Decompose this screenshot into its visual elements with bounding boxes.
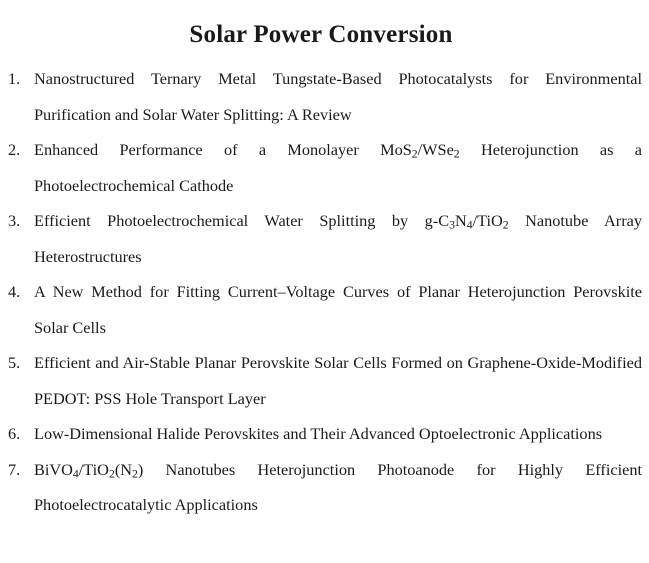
page-title: Solar Power Conversion	[189, 21, 453, 48]
item-number: 3.	[8, 211, 21, 230]
item-number: 6.	[8, 424, 21, 443]
list-item	[0, 345, 642, 416]
list-item	[0, 132, 642, 203]
item-title: Efficient and Air-Stable Planar Perovskite Solar Cells Formed on Graphene-Oxide-Modified PEDOT: PSS Hole Transport Layer	[34, 353, 642, 408]
item-number: 5.	[8, 353, 21, 372]
item-title: A New Method for Fitting Current–Voltage Curves of Planar Heterojunction Perovskite Solar Cells	[34, 282, 642, 337]
reference-list	[0, 61, 642, 523]
list-item	[0, 61, 642, 132]
item-title: Efficient Photoelectrochemical Water Splitting by $g-C_3N_4/TiO_2$ Nanotube Array Heterostructures	[34, 211, 642, 266]
item-title: Nanostructured Ternary Metal Tungstate-Based Photocatalysts for Environmental Purification and Solar Water Splitting: A Review	[34, 69, 642, 124]
list-item	[0, 203, 642, 274]
item-number: 1.	[8, 69, 21, 88]
item-number: 2.	[8, 140, 21, 159]
item-title: Enhanced Performance of a Monolayer MoS$_2$/WSe$_2$ Heterojunction as a Photoelectrochemical Cathode	[34, 140, 643, 195]
item-title: Low-Dimensional Halide Perovskites and Their Advanced Optoelectronic Applications	[34, 424, 603, 443]
item-number: 7.	[8, 459, 21, 479]
list-item	[0, 274, 642, 345]
list-item	[0, 416, 642, 452]
item-title: $BiVO_4/TiO_2(N_2)$ Nanotubes Heterojunction Photoanode for Highly Efficient Photoelectrocatalytic Applications	[34, 459, 642, 514]
item-number: 4.	[8, 282, 21, 301]
list-item	[0, 452, 642, 523]
